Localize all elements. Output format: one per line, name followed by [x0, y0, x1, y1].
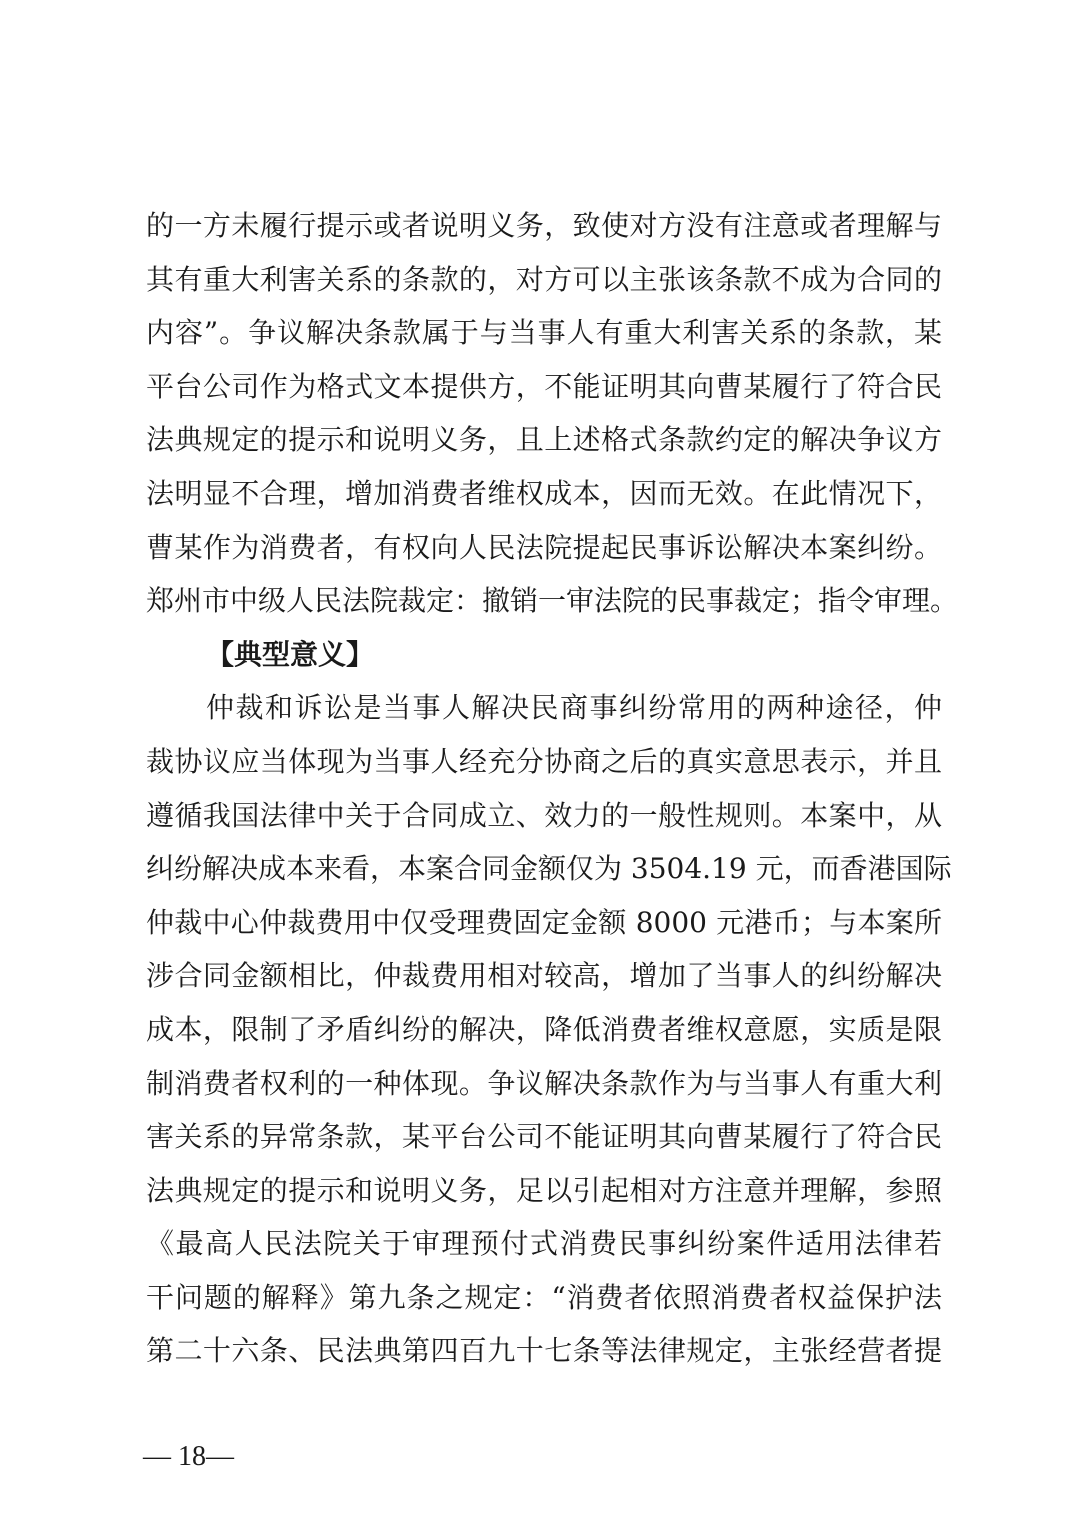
section-heading: 【典型意义】 [206, 637, 375, 671]
text-line: 遵循我国法律中关于合同成立、效力的一般性规则。本案中，从 [146, 798, 942, 832]
text-line: 的一方未履行提示或者说明义务，致使对方没有注意或者理解与 [146, 209, 942, 242]
paragraph-first-line: 仲裁和诉讼是当事人解决民商事纠纷常用的两种途径，仲 [206, 691, 942, 725]
text-line: 纠纷解决成本来看，本案合同金额仅为 3504.19 元，而香港国际 [146, 852, 952, 886]
text-line: 其有重大利害关系的条款的，对方可以主张该条款不成为合同的 [146, 262, 942, 296]
text-line: 害关系的异常条款，某平台公司不能证明其向曹某履行了符合民 [146, 1120, 942, 1154]
text-line: 《最高人民法院关于审理预付式消费民事纠纷案件适用法律若 [146, 1227, 942, 1261]
text-line: 干问题的解释》第九条之规定：“消费者依照消费者权益保护法 [146, 1280, 942, 1314]
text-line: 法典规定的提示和说明义务，且上述格式条款约定的解决争议方 [146, 423, 942, 457]
text-line: 法典规定的提示和说明义务，足以引起相对方注意并理解，参照 [146, 1173, 942, 1207]
text-line: 郑州市中级人民法院裁定：撤销一审法院的民事裁定；指令审理。 [146, 584, 959, 618]
text-line: 成本，限制了矛盾纠纷的解决，降低消费者维权意愿，实质是限 [146, 1012, 942, 1046]
text-line: 平台公司作为格式文本提供方，不能证明其向曹某履行了符合民 [146, 369, 942, 403]
text-line: 涉合同金额相比，仲裁费用相对较高，增加了当事人的纠纷解决 [146, 959, 942, 993]
body-text [146, 199, 959, 1378]
text-line: 第二十六条、民法典第四百九十七条等法律规定，主张经营者提 [146, 1334, 942, 1368]
text-line: 内容”。争议解决条款属于与当事人有重大利害关系的条款，某 [146, 316, 942, 350]
text-line: 制消费者权利的一种体现。争议解决条款作为与当事人有重大利 [146, 1066, 942, 1100]
page-number: — 18— [143, 1441, 234, 1472]
text-line: 曹某作为消费者，有权向人民法院提起民事诉讼解决本案纠纷。 [146, 530, 942, 564]
text-line: 裁协议应当体现为当事人经充分协商之后的真实意思表示，并且 [146, 744, 942, 778]
text-line: 仲裁中心仲裁费用中仅受理费固定金额 8000 元港币；与本案所 [146, 905, 942, 939]
text-line: 法明显不合理，增加消费者维权成本，因而无效。在此情况下， [146, 476, 942, 510]
